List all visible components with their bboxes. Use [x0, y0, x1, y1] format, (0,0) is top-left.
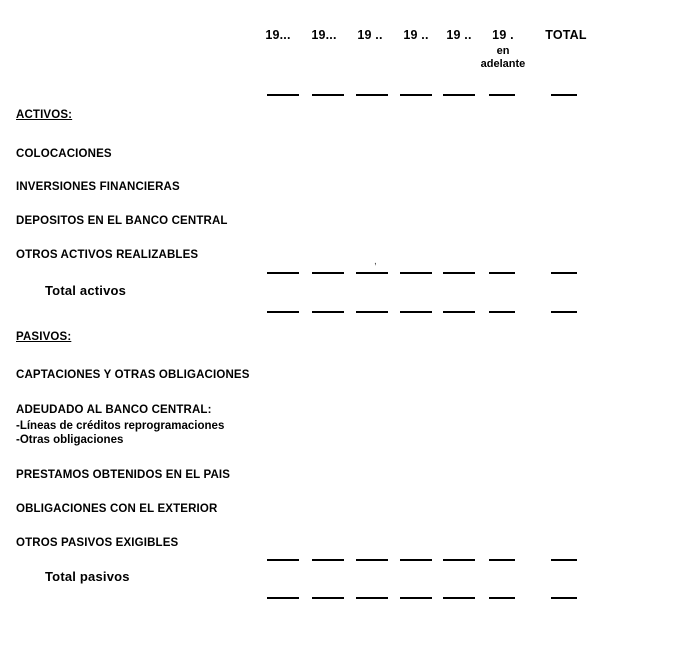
rule-row-below-total-activos	[255, 311, 600, 317]
column-header-5: 19 ..	[446, 28, 472, 42]
rule-segment	[551, 597, 577, 599]
rule-segment	[400, 311, 432, 313]
row-label-prestamos-obtenidos-pais: PRESTAMOS OBTENIDOS EN EL PAIS	[16, 469, 231, 481]
rule-segment	[267, 272, 299, 274]
row-label-otros-activos-realizables: OTROS ACTIVOS REALIZABLES	[16, 249, 199, 261]
rule-segment	[312, 272, 344, 274]
rule-row-below-total-pasivos	[255, 597, 600, 603]
rule-segment	[551, 311, 577, 313]
rule-segment	[267, 597, 299, 599]
rule-row-header	[255, 94, 600, 100]
row-label-total-activos: Total activos	[45, 283, 127, 298]
rule-segment	[312, 94, 344, 96]
column-header-6-sub-line1: en	[496, 45, 510, 57]
rule-segment	[312, 311, 344, 313]
rule-segment	[400, 94, 432, 96]
row-label-captaciones: CAPTACIONES Y OTRAS OBLIGACIONES	[16, 369, 250, 381]
rule-segment	[356, 559, 388, 561]
row-label-colocaciones: COLOCACIONES	[16, 148, 112, 160]
row-label-otras-obligaciones: -Otras obligaciones	[16, 434, 124, 446]
rule-segment	[267, 94, 299, 96]
column-header-6-sub	[480, 45, 526, 71]
row-sublabels-adeudado	[16, 419, 224, 447]
rule-segment	[400, 272, 432, 274]
rule-segment	[443, 597, 475, 599]
stray-mark: ,	[374, 256, 377, 267]
rule-segment	[356, 272, 388, 274]
table-column-headers	[255, 28, 600, 84]
rule-row-above-total-pasivos	[255, 559, 600, 565]
row-label-obligaciones-exterior: OBLIGACIONES CON EL EXTERIOR	[16, 503, 218, 515]
column-header-4: 19 ..	[403, 28, 429, 42]
rule-segment	[267, 559, 299, 561]
rule-segment	[443, 94, 475, 96]
rule-segment	[551, 272, 577, 274]
column-header-2: 19...	[311, 28, 337, 42]
rule-segment	[356, 597, 388, 599]
rule-segment	[489, 311, 515, 313]
rule-segment	[443, 272, 475, 274]
section-heading-pasivos: PASIVOS:	[16, 331, 72, 343]
rule-segment	[489, 559, 515, 561]
column-header-6-sub-line2: adelante	[480, 58, 526, 70]
rule-segment	[312, 559, 344, 561]
rule-segment	[489, 597, 515, 599]
column-header-1: 19...	[265, 28, 291, 42]
rule-segment	[443, 311, 475, 313]
rule-segment	[400, 597, 432, 599]
rule-segment	[356, 311, 388, 313]
row-label-inversiones-financieras: INVERSIONES FINANCIERAS	[16, 181, 180, 193]
rule-segment	[551, 94, 577, 96]
row-label-depositos-banco-central: DEPOSITOS EN EL BANCO CENTRAL	[16, 215, 228, 227]
column-header-total: TOTAL	[545, 28, 587, 42]
rule-segment	[267, 311, 299, 313]
column-header-3: 19 ..	[357, 28, 383, 42]
rule-row-above-total-activos	[255, 272, 600, 278]
rule-segment	[356, 94, 388, 96]
rule-segment	[551, 559, 577, 561]
rule-segment	[312, 597, 344, 599]
row-label-otros-pasivos-exigibles: OTROS PASIVOS EXIGIBLES	[16, 537, 179, 549]
section-heading-activos: ACTIVOS:	[16, 109, 73, 121]
rule-segment	[443, 559, 475, 561]
column-header-6-label: 19 .	[492, 28, 514, 42]
rule-segment	[489, 272, 515, 274]
rule-segment	[400, 559, 432, 561]
row-label-lineas-creditos: -Líneas de créditos reprogramaciones	[16, 420, 225, 432]
column-header-6	[480, 28, 526, 71]
rule-segment	[489, 94, 515, 96]
row-label-total-pasivos: Total pasivos	[45, 569, 130, 584]
row-label-adeudado-banco-central: ADEUDADO AL BANCO CENTRAL:	[16, 404, 212, 416]
